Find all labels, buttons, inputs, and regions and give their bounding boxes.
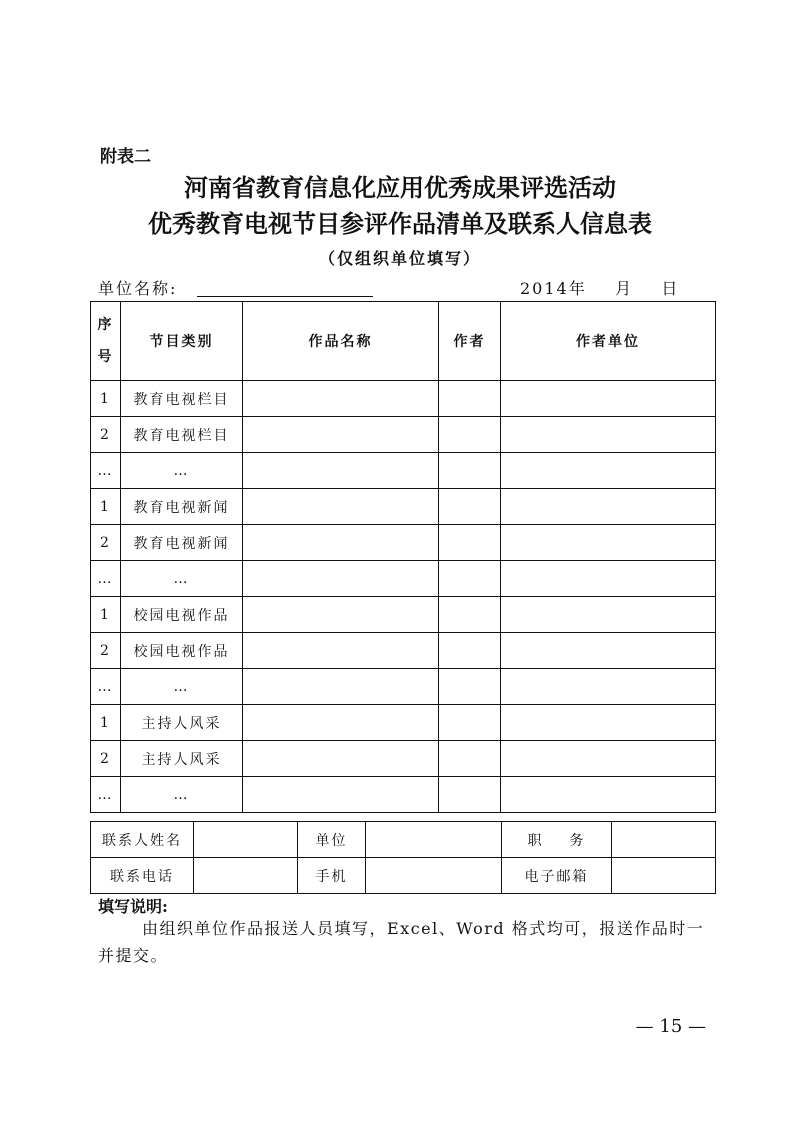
row-category: 校园电视作品 <box>121 633 243 669</box>
row-seq: 2 <box>91 741 121 777</box>
row-category: 教育电视新闻 <box>121 525 243 561</box>
row-author-unit-field[interactable] <box>501 669 716 705</box>
row-author-field[interactable] <box>439 597 501 633</box>
row-author-field[interactable] <box>439 489 501 525</box>
appendix-label: 附表二 <box>100 147 151 167</box>
table-row <box>91 453 716 489</box>
row-author-field[interactable] <box>439 705 501 741</box>
row-seq: 2 <box>91 417 121 453</box>
row-seq: 2 <box>91 525 121 561</box>
contact-row-1 <box>91 822 716 858</box>
contact-unit-field[interactable] <box>366 822 502 858</box>
row-work-name-field[interactable] <box>243 489 439 525</box>
row-author-field[interactable] <box>439 525 501 561</box>
row-work-name-field[interactable] <box>243 633 439 669</box>
header-seq: 序 号 <box>91 302 121 381</box>
instructions-heading: 填写说明: <box>98 897 168 916</box>
page-title: 河南省教育信息化应用优秀成果评选活动 <box>184 173 616 202</box>
date-field: 2014年 月 日 <box>520 279 680 298</box>
table-row <box>91 561 716 597</box>
row-category: 校园电视作品 <box>121 597 243 633</box>
page-subtitle: 优秀教育电视节目参评作品清单及联系人信息表 <box>148 209 652 238</box>
table-header-row <box>91 302 716 381</box>
row-author-unit-field[interactable] <box>501 597 716 633</box>
row-author-unit-field[interactable] <box>501 633 716 669</box>
row-seq: 2 <box>91 633 121 669</box>
contact-unit-label: 单位 <box>298 822 366 858</box>
table-row <box>91 417 716 453</box>
row-author-field[interactable] <box>439 741 501 777</box>
row-author-field[interactable] <box>439 381 501 417</box>
row-author-field[interactable] <box>439 777 501 813</box>
row-author-unit-field[interactable] <box>501 777 716 813</box>
header-category: 节目类别 <box>121 302 243 381</box>
table-row <box>91 669 716 705</box>
row-category: … <box>121 777 243 813</box>
row-work-name-field[interactable] <box>243 777 439 813</box>
header-author: 作者 <box>439 302 501 381</box>
row-work-name-field[interactable] <box>243 525 439 561</box>
row-category: 教育电视新闻 <box>121 489 243 525</box>
table-row <box>91 525 716 561</box>
row-author-unit-field[interactable] <box>501 453 716 489</box>
header-author-unit: 作者单位 <box>501 302 716 381</box>
contact-name-field[interactable] <box>194 822 298 858</box>
table-row <box>91 381 716 417</box>
row-work-name-field[interactable] <box>243 561 439 597</box>
row-seq: 1 <box>91 489 121 525</box>
contact-phone-label: 联系电话 <box>91 858 194 894</box>
contact-phone-field[interactable] <box>194 858 298 894</box>
row-author-field[interactable] <box>439 633 501 669</box>
row-work-name-field[interactable] <box>243 597 439 633</box>
table-row <box>91 705 716 741</box>
page-number-wrap <box>0 1016 800 1037</box>
row-author-unit-field[interactable] <box>501 741 716 777</box>
contact-email-label: 电子邮箱 <box>502 858 612 894</box>
row-category: 教育电视栏目 <box>121 381 243 417</box>
contact-name-label: 联系人姓名 <box>91 822 194 858</box>
unit-name-label: 单位名称: <box>98 279 178 298</box>
row-author-unit-field[interactable] <box>501 561 716 597</box>
row-work-name-field[interactable] <box>243 741 439 777</box>
page-number: — 15 — <box>635 1016 706 1037</box>
row-work-name-field[interactable] <box>243 453 439 489</box>
works-table <box>90 301 716 813</box>
row-seq: … <box>91 777 121 813</box>
row-author-field[interactable] <box>439 453 501 489</box>
table-row <box>91 489 716 525</box>
row-author-field[interactable] <box>439 561 501 597</box>
unit-name-field[interactable] <box>197 296 373 297</box>
contact-mobile-field[interactable] <box>366 858 502 894</box>
table-row <box>91 777 716 813</box>
row-category: … <box>121 669 243 705</box>
row-work-name-field[interactable] <box>243 705 439 741</box>
instructions-body: 由组织单位作品报送人员填写，Excel、Word 格式均可，报送作品时一并提交。 <box>98 919 705 965</box>
row-seq: 1 <box>91 705 121 741</box>
row-seq: 1 <box>91 381 121 417</box>
row-work-name-field[interactable] <box>243 381 439 417</box>
contact-position-field[interactable] <box>612 822 716 858</box>
row-author-field[interactable] <box>439 417 501 453</box>
contact-row-2 <box>91 858 716 894</box>
header-work-name: 作品名称 <box>243 302 439 381</box>
row-seq: 1 <box>91 597 121 633</box>
row-work-name-field[interactable] <box>243 669 439 705</box>
row-author-unit-field[interactable] <box>501 489 716 525</box>
row-author-unit-field[interactable] <box>501 525 716 561</box>
row-seq: … <box>91 561 121 597</box>
contact-table <box>90 821 716 894</box>
row-category: 教育电视栏目 <box>121 417 243 453</box>
row-author-unit-field[interactable] <box>501 417 716 453</box>
row-work-name-field[interactable] <box>243 417 439 453</box>
row-author-unit-field[interactable] <box>501 705 716 741</box>
row-category: 主持人风采 <box>121 741 243 777</box>
row-category: 主持人风采 <box>121 705 243 741</box>
table-row <box>91 597 716 633</box>
table-row <box>91 741 716 777</box>
row-category: … <box>121 453 243 489</box>
row-author-unit-field[interactable] <box>501 381 716 417</box>
fill-note: （仅组织单位填写） <box>318 249 481 268</box>
table-row <box>91 633 716 669</box>
contact-email-field[interactable] <box>612 858 716 894</box>
contact-mobile-label: 手机 <box>298 858 366 894</box>
row-seq: … <box>91 453 121 489</box>
row-seq: … <box>91 669 121 705</box>
row-author-field[interactable] <box>439 669 501 705</box>
contact-position-label: 职 务 <box>502 822 612 858</box>
row-category: … <box>121 561 243 597</box>
